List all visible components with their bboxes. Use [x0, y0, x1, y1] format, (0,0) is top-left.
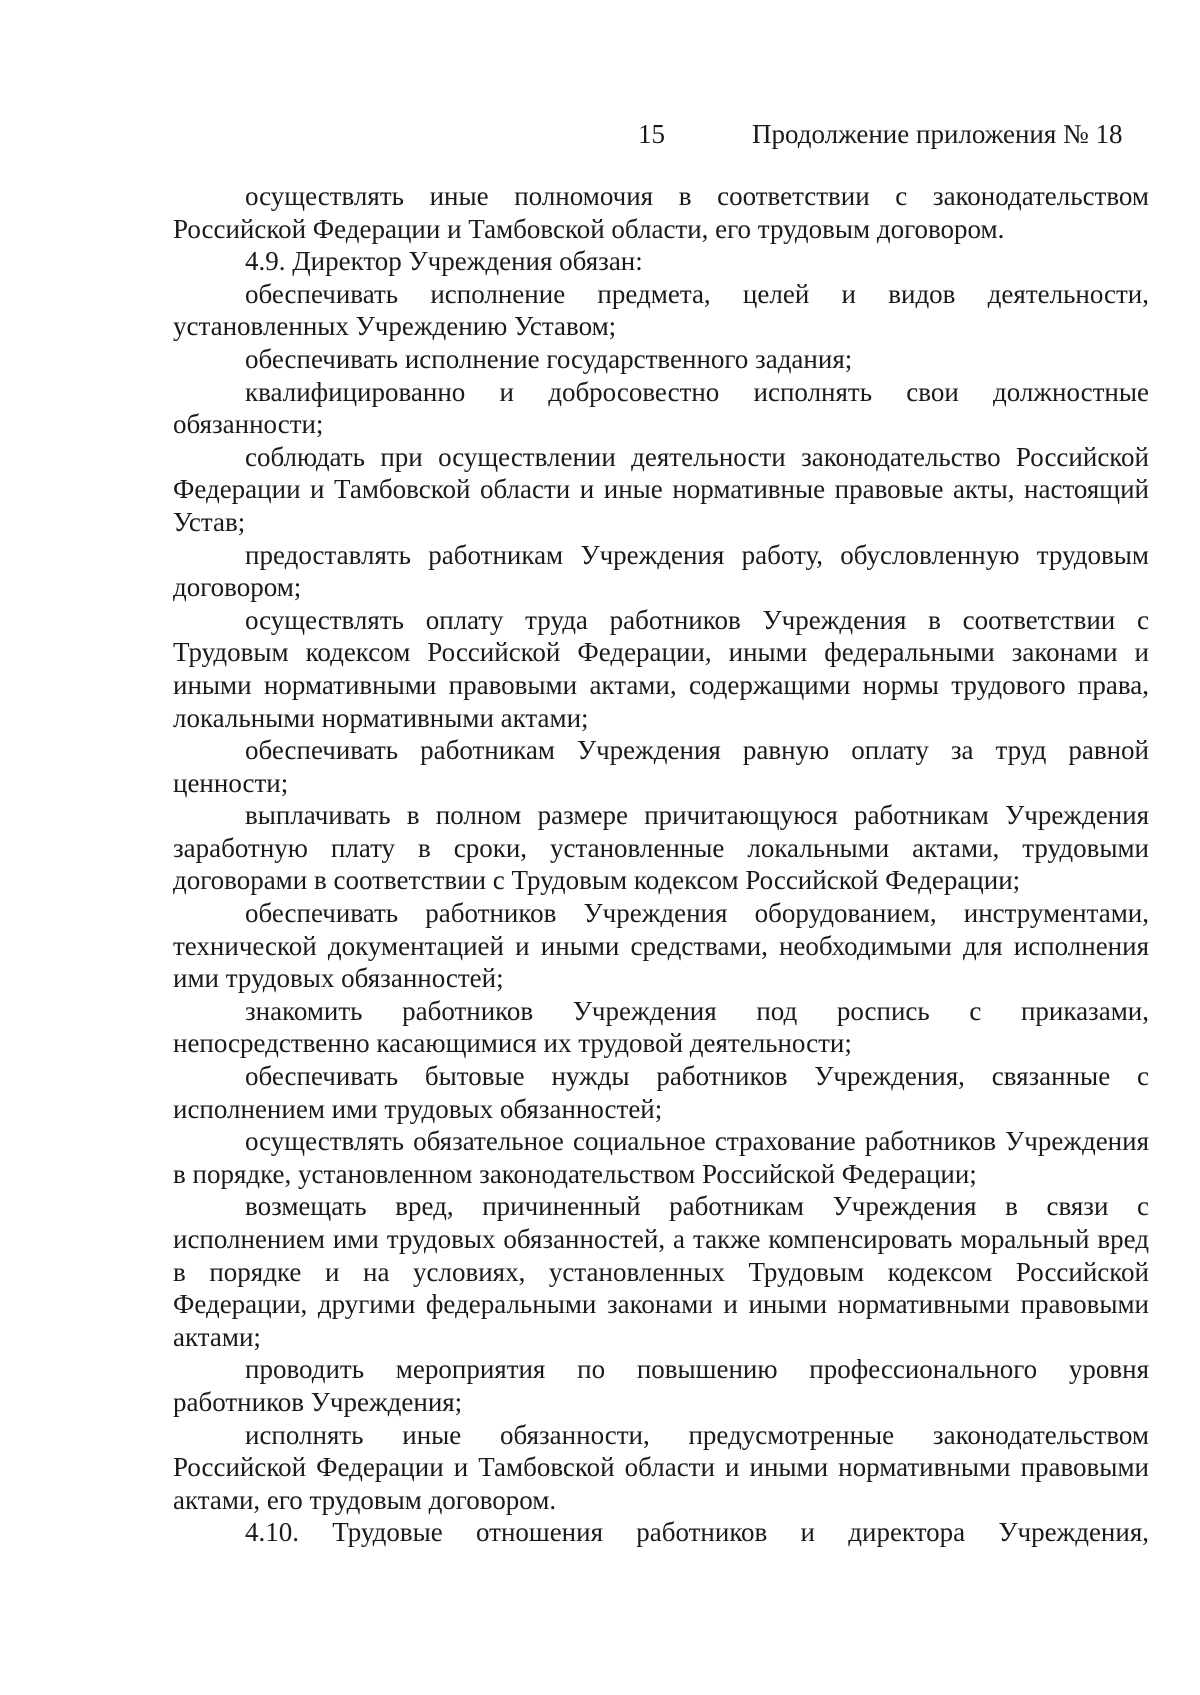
paragraph: исполнять иные обязанности, предусмотренные законодательством Российской Федерации и Тамбовской области и иными нормативными правовыми актами, его трудовым договором.	[173, 1419, 1149, 1515]
section-heading: 4.10. Трудовые отношения работников и директора Учреждения,	[245, 1517, 1149, 1548]
paragraph: осуществлять оплату труда работников Учреждения в соответствии с Трудовым кодексом Российской Федерации, иными федеральными законами и иными нормативными правовыми актами, содержащими нормы трудового права, локальными нормативными актами;	[173, 604, 1149, 733]
paragraph: проводить мероприятия по повышению профессионального уровня работников Учреждения;	[173, 1354, 1149, 1417]
paragraph: обеспечивать работникам Учреждения равную оплату за труд равной ценности;	[173, 735, 1149, 798]
paragraph: обеспечивать исполнение предмета, целей и видов деятельности, установленных Учреждению Уставом;	[173, 278, 1149, 342]
paragraph: выплачивать в полном размере причитающуюся работникам Учреждения заработную плату в сроки, установленные локальными актами, трудовыми договорами в соответствии с Трудовым кодексом Российской Федерации;	[173, 800, 1149, 896]
paragraph: соблюдать при осуществлении деятельности законодательство Российской Федерации и Тамбовской области и иные нормативные правовые акты, настоящий Устав;	[173, 441, 1149, 537]
paragraph: знакомить работников Учреждения под роспись с приказами, непосредственно касающимися их трудовой деятельности;	[173, 995, 1149, 1059]
paragraph: осуществлять обязательное социальное страхование работников Учреждения в порядке, установленном законодательством Российской Федерации;	[173, 1126, 1149, 1189]
paragraph: осуществлять иные полномочия в соответствии с законодательством Российской Федерации и Тамбовской области, его трудовым договором.	[173, 181, 1149, 244]
paragraph: предоставлять работникам Учреждения работу, обусловленную трудовым договором;	[173, 539, 1149, 603]
paragraph: возмещать вред, причиненный работникам Учреждения в связи с исполнением ими трудовых обязанностей, а также компенсировать моральный вред в порядке и на условиях, установленных Трудовым кодексом Российской Федерации, другими федеральными законами и иными нормативными правовыми актами;	[173, 1191, 1149, 1352]
paragraph: квалифицированно и добросовестно исполнять свои должностные обязанности;	[173, 376, 1149, 440]
appendix-label: Продолжение приложения № 18	[752, 119, 1123, 149]
page-header	[0, 116, 1200, 152]
paragraph: обеспечивать работников Учреждения оборудованием, инструментами, технической документацией и иными средствами, необходимыми для исполнения ими трудовых обязанностей;	[173, 898, 1149, 994]
section-heading: 4.9. Директор Учреждения обязан:	[245, 246, 643, 277]
page-number: 15	[638, 119, 665, 149]
paragraph: обеспечивать бытовые нужды работников Учреждения, связанные с исполнением ими трудовых обязанностей;	[173, 1061, 1149, 1124]
paragraph: обеспечивать исполнение государственного задания;	[245, 343, 853, 374]
document-body	[173, 180, 1149, 1549]
